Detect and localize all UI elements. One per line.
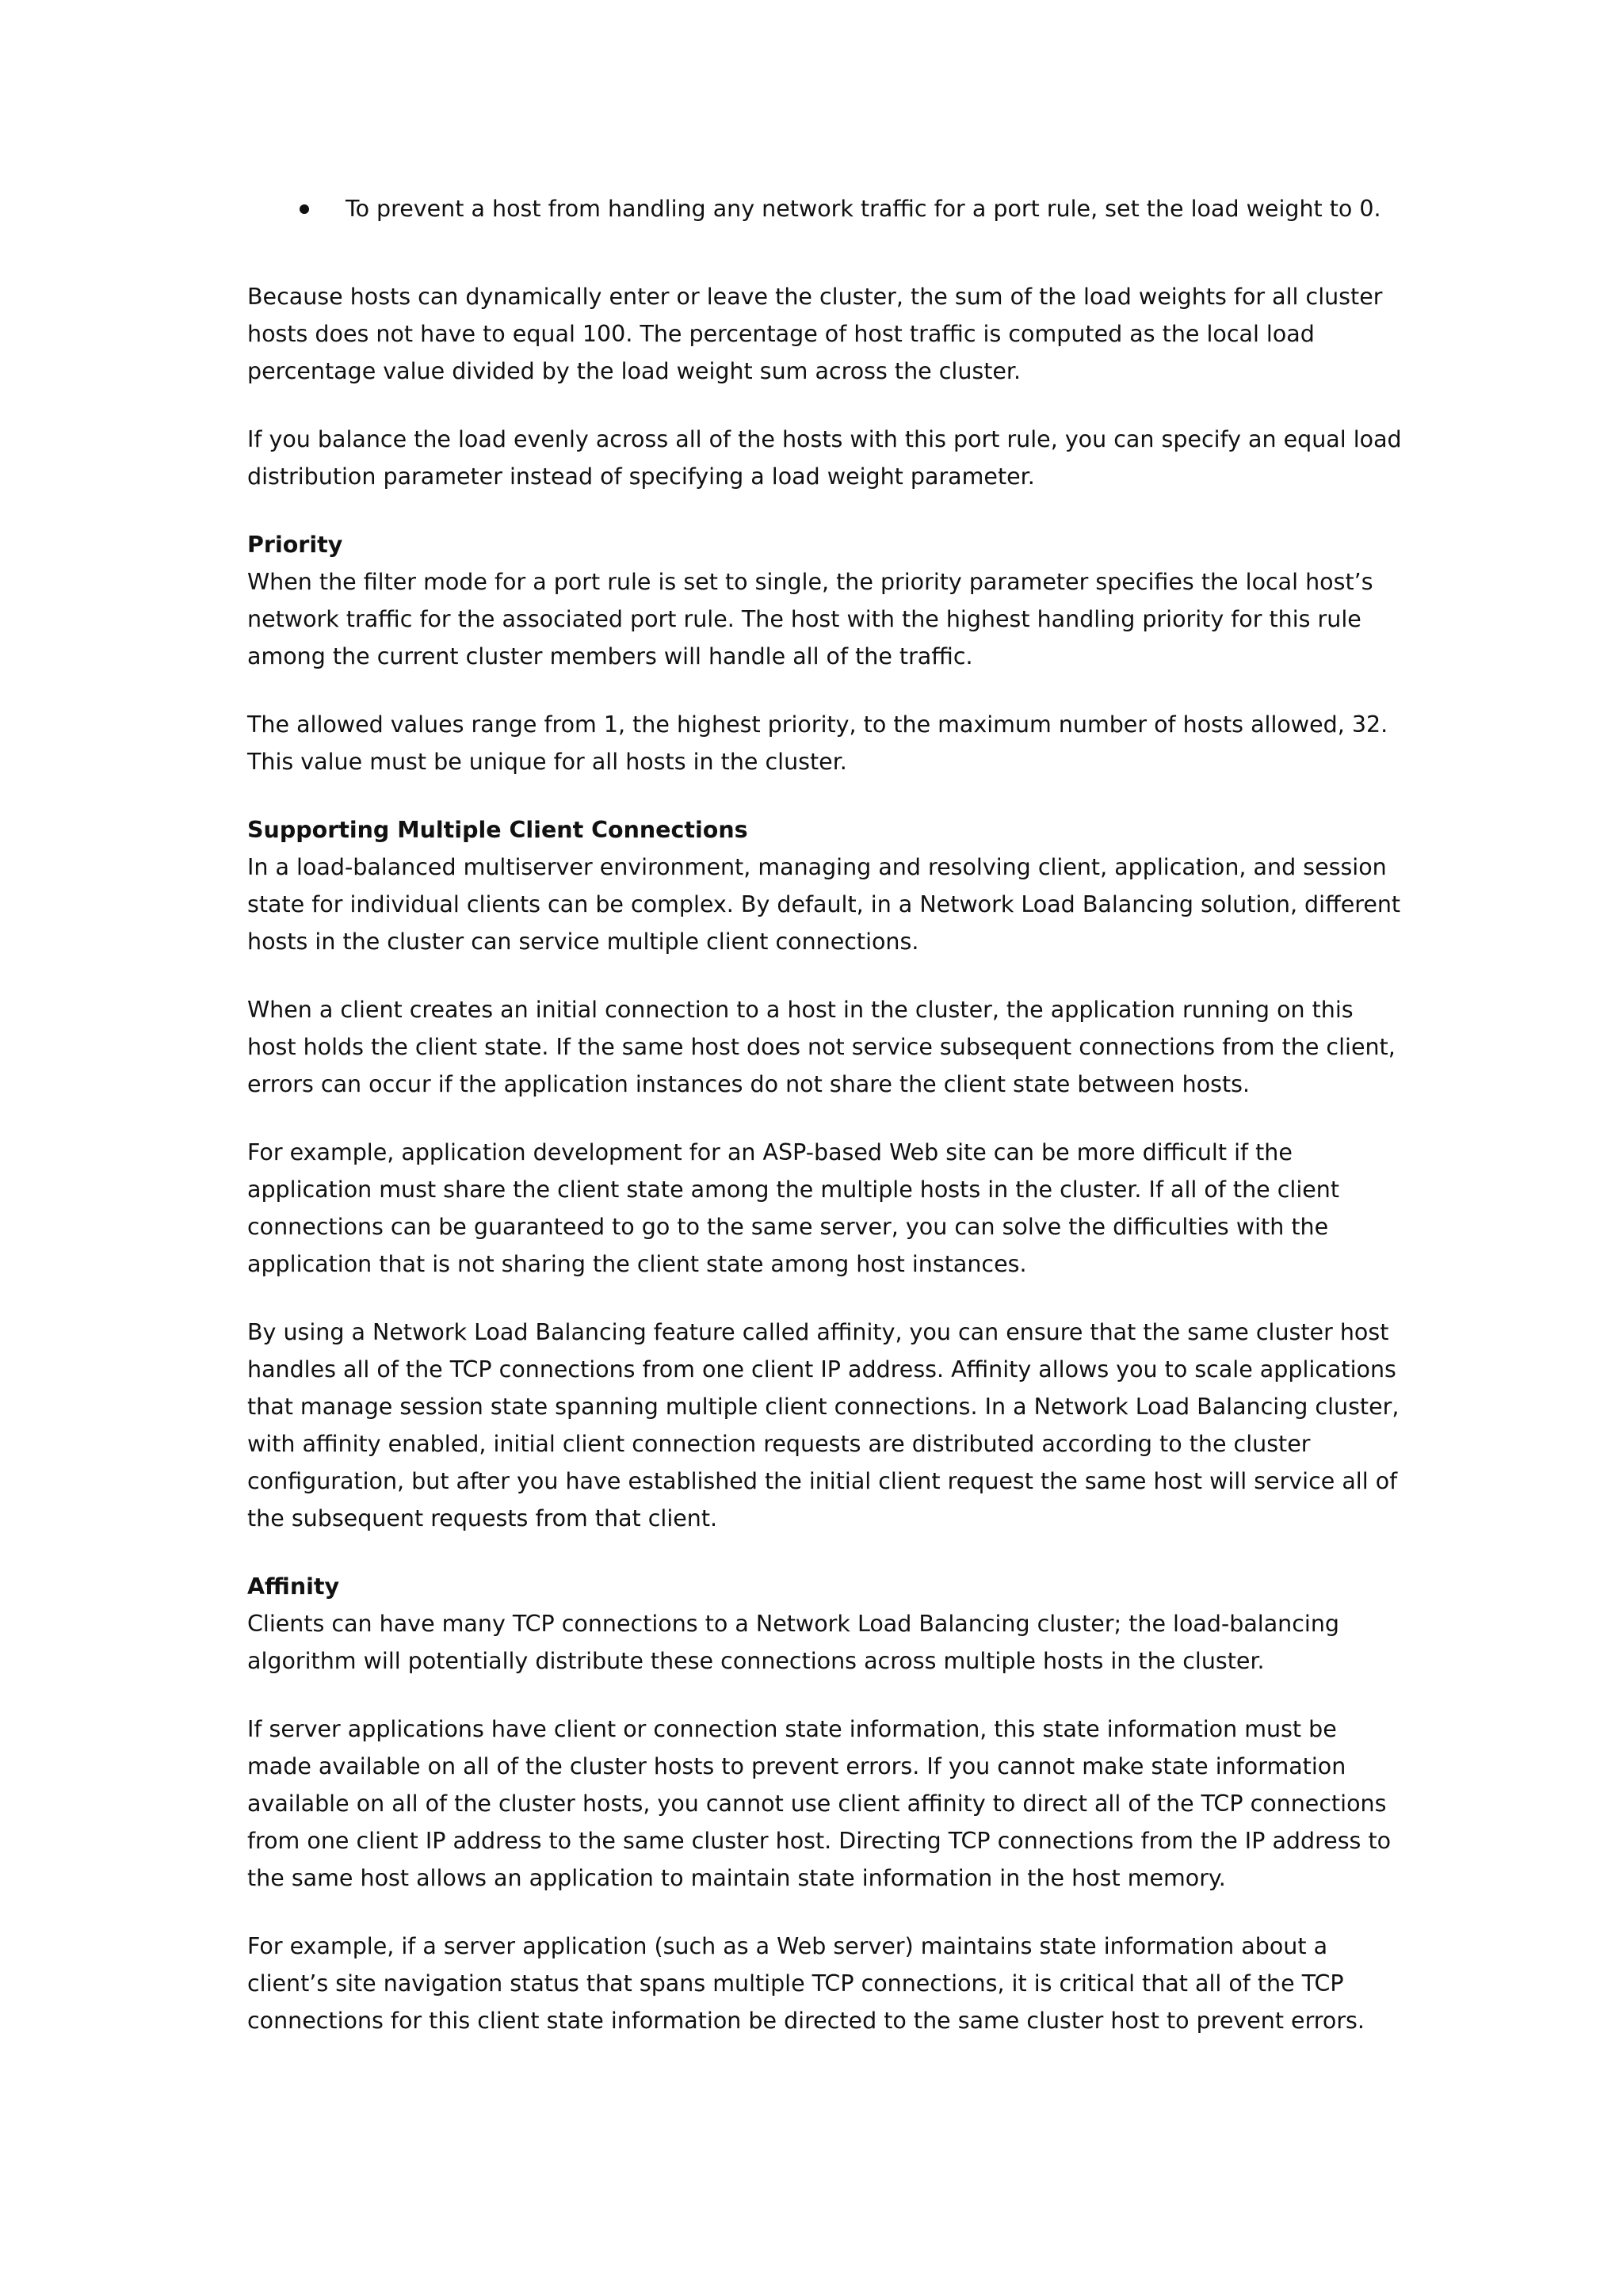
- paragraph-load-weight-sum: Because hosts can dynamically enter or leave the cluster, the sum of the load weights for all cluster hosts does not have to equal 100. The percentage of host traffic is computed as the local load percentage value divided by the load weight sum across the cluster.: [247, 284, 1383, 384]
- paragraph-equal-load: If you balance the load evenly across all of the hosts with this port rule, you can specify an equal load distribution parameter instead of specifying a load weight parameter.: [247, 426, 1402, 490]
- bullet-dot-icon: [300, 204, 309, 214]
- section-affinity: [247, 1568, 1404, 1680]
- paragraph-web-server-example: For example, if a server application (such as a Web server) maintains state information about a client’s site navigation status that spans multiple TCP connections, it is critical that all of the TCP connections for this client state information be directed to the same cluster host to prevent errors.: [247, 1933, 1365, 2034]
- section-multiple-connections: [247, 811, 1404, 960]
- paragraph-state-information: If server applications have client or connection state information, this state information must be made available on all of the cluster hosts to prevent errors. If you cannot make state information available on all of the cluster hosts, you cannot use client affinity to direct all of the TCP connections from one client IP address to the same cluster host. Directing TCP connections from the IP address to the same host allows an application to maintain state information in the host memory.: [247, 1716, 1392, 1891]
- paragraph-affinity-intro: Clients can have many TCP connections to a Network Load Balancing cluster; the load-balancing algorithm will potentially distribute these connections across multiple hosts in the cluster.: [247, 1611, 1339, 1674]
- paragraph-multiserver: In a load-balanced multiserver environment, managing and resolving client, application, and session state for individual clients can be complex. By default, in a Network Load Balancing solution, different hosts in the cluster can service multiple client connections.: [247, 854, 1401, 955]
- document-page: [247, 190, 1404, 2070]
- heading-priority: Priority: [247, 532, 343, 558]
- heading-multiple-connections: Supporting Multiple Client Connections: [247, 817, 748, 843]
- bullet-text: To prevent a host from handling any network traffic for a port rule, set the load weight to 0.: [346, 196, 1381, 222]
- paragraph-client-state: When a client creates an initial connection to a host in the cluster, the application running on this host holds the client state. If the same host does not service subsequent connections from the client, errors can occur if the application instances do not share the client state between hosts.: [247, 997, 1396, 1097]
- paragraph-priority-values: The allowed values range from 1, the highest priority, to the maximum number of hosts allowed, 32. This value must be unique for all hosts in the cluster.: [247, 711, 1388, 775]
- heading-affinity: Affinity: [247, 1573, 340, 1600]
- bullet-item: [346, 190, 1404, 227]
- paragraph-priority-intro: When the filter mode for a port rule is set to single, the priority parameter specifies the local host’s network traffic for the associated port rule. The host with the highest handling priority for this rule among the current cluster members will handle all of the traffic.: [247, 569, 1373, 669]
- section-priority: [247, 526, 1404, 675]
- paragraph-affinity-feature: By using a Network Load Balancing feature called affinity, you can ensure that the same cluster host handles all of the TCP connections from one client IP address. Affinity allows you to scale applications that manage session state spanning multiple client connections. In a Network Load Balancing cluster, with affinity enabled, initial client connection requests are distributed according to the cluster configuration, but after you have established the initial client request the same host will service all of the subsequent requests from that client.: [247, 1319, 1400, 1531]
- paragraph-asp-example: For example, application development for an ASP-based Web site can be more difficult if the application must share the client state among the multiple hosts in the cluster. If all of the client connections can be guaranteed to go to the same server, you can solve the difficulties with the application that is not sharing the client state among host instances.: [247, 1139, 1340, 1277]
